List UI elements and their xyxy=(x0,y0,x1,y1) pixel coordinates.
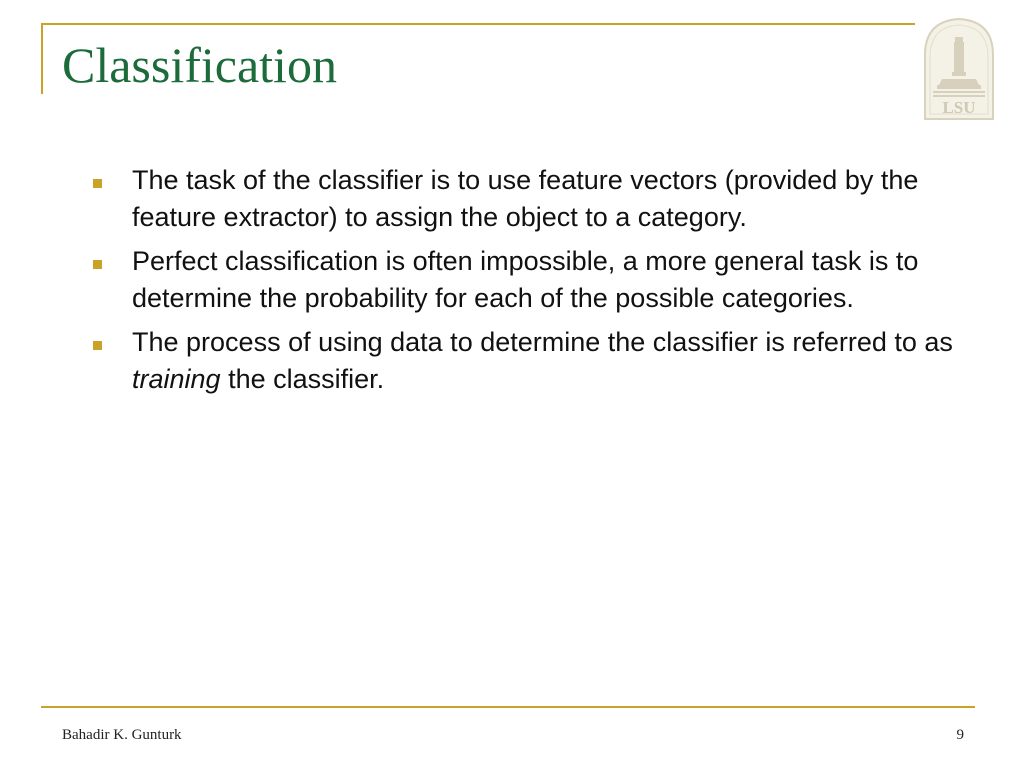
bullet-item xyxy=(90,162,970,236)
slide-title: Classification xyxy=(62,37,337,93)
lsu-logo xyxy=(921,17,997,121)
title-rule-left xyxy=(41,23,43,94)
page-number: 9 xyxy=(956,727,964,743)
bullet-item xyxy=(90,324,970,398)
square-bullet-icon xyxy=(93,260,102,269)
footer-author: Bahadir K. Gunturk xyxy=(62,727,182,743)
bullet-text: The task of the classifier is to use feature vectors (provided by the feature extractor) to assign the object to a category. xyxy=(132,165,919,232)
emphasized-term: training xyxy=(132,364,221,394)
bullet-list xyxy=(90,162,970,405)
footer-rule xyxy=(41,706,975,708)
square-bullet-icon xyxy=(93,179,102,188)
square-bullet-icon xyxy=(93,341,102,350)
bullet-item xyxy=(90,243,970,317)
bullet-text: Perfect classification is often impossible, a more general task is to determine the probability for each of the possible categories. xyxy=(132,246,919,313)
logo-text: LSU xyxy=(942,98,976,117)
bullet-text: The process of using data to determine the classifier is referred to as training the classifier. xyxy=(132,327,953,394)
title-rule-top xyxy=(41,23,915,25)
